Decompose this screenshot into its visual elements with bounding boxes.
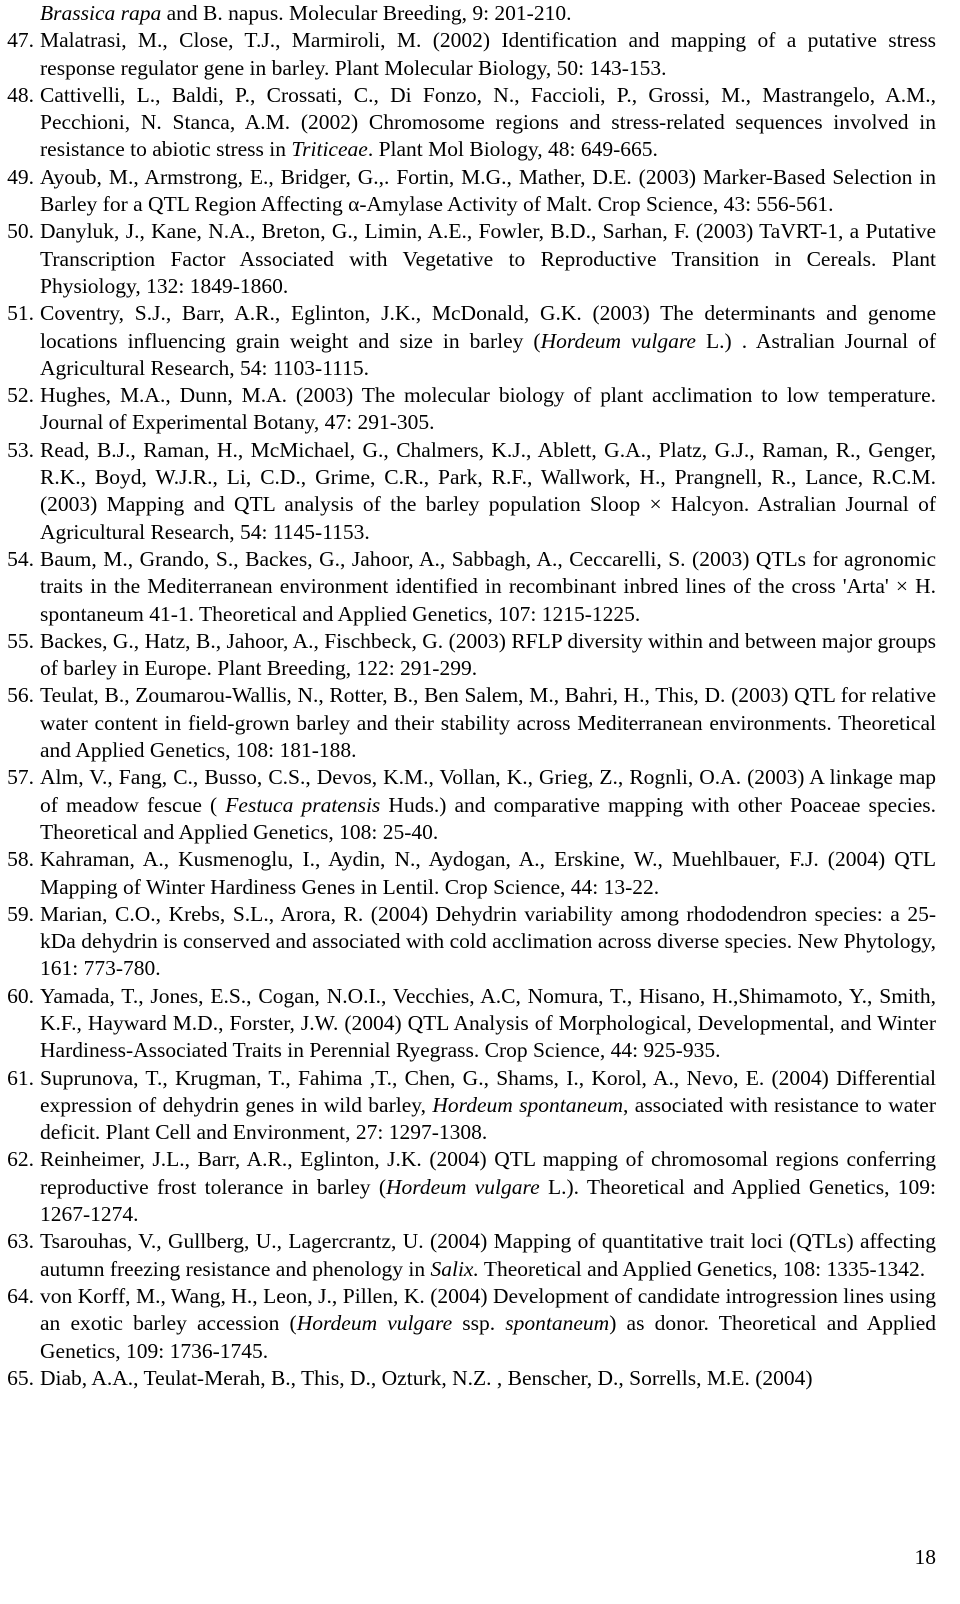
italic-species-name: Hordeum vulgare: [386, 1174, 540, 1199]
italic-species-name: Hordeum spontaneum: [432, 1092, 624, 1117]
reference-text-segment: Diab, A.A., Teulat-Merah, B., This, D., Ozturk, N.Z. , Benscher, D., Sorrells, M.E. (2004): [40, 1365, 813, 1390]
reference-entry: 50. Danyluk, J., Kane, N.A., Breton, G., Limin, A.E., Fowler, B.D., Sarhan, F. (2003) TaVRT-1, a Putative Transcription Factor Associated with Vegetative to Reproductive Transition in Cereals. Plant Physiology, 132: 1849-1860.: [40, 218, 936, 300]
reference-text-segment: , associated with resistance to water deficit. Plant Cell and Environment, 27: 1297-1308.: [40, 1092, 936, 1145]
reference-entry: 57. Alm, V., Fang, C., Busso, C.S., Devos, K.M., Vollan, K., Grieg, Z., Rognli, O.A. (2003) A linkage map of meadow fescue ( Festuca pratensis Huds.) and comparative mapping with other Poaceae species. Theoretical and Applied Genetics, 108: 25-40.: [40, 764, 936, 846]
reference-entry: 56. Teulat, B., Zoumarou-Wallis, N., Rotter, B., Ben Salem, M., Bahri, H., This, D. (2003) QTL for relative water content in field-grown barley and their stability across Mediterranean environments. Theoretical and Applied Genetics, 108: 181-188.: [40, 682, 936, 764]
reference-text-segment: Danyluk, J., Kane, N.A., Breton, G., Limin, A.E., Fowler, B.D., Sarhan, F. (2003) TaVRT-1, a Putative Transcription Factor Associated with Vegetative to Reproductive Transition in Cereals. Plant Physiology, 132: 1849-1860.: [40, 219, 936, 298]
reference-text-segment: Yamada, T., Jones, E.S., Cogan, N.O.I., Vecchies, A.C, Nomura, T., Hisano, H.,Shimamoto, Y., Smith, K.F., Hayward M.D., Forster, J.W. (2004) QTL Analysis of Morphological, Developmental, and Winter Hardiness-Associated Traits in Perennial Ryegrass. Crop Science, 44: 925-935.: [40, 983, 936, 1063]
reference-text-segment: Tsarouhas, V., Gullberg, U., Lagercrantz, U. (2004) Mapping of quantitative trait loci (QTLs) affecting autumn freezing resistance and phenology in: [40, 1229, 936, 1281]
reference-entry: 63. Tsarouhas, V., Gullberg, U., Lagercrantz, U. (2004) Mapping of quantitative trait loci (QTLs) affecting autumn freezing resistance and phenology in Salix. Theoretical and Applied Genetics, 108: 1335-1342.: [40, 1228, 936, 1283]
reference-text: [40, 1146, 936, 1228]
reference-entry: 60. Yamada, T., Jones, E.S., Cogan, N.O.I., Vecchies, A.C, Nomura, T., Hisano, H.,Shimamoto, Y., Smith, K.F., Hayward M.D., Forster, J.W. (2004) QTL Analysis of Morphological, Developmental, and Winter Hardiness-Associated Traits in Perennial Ryegrass. Crop Science, 44: 925-935.: [40, 983, 936, 1065]
reference-text-segment: Reinheimer, J.L., Barr, A.R., Eglinton, J.K. (2004) QTL mapping of chromosomal regions conferring reproductive frost tolerance in barley (: [40, 1147, 936, 1199]
reference-text-segment: Hughes, M.A., Dunn, M.A. (2003) The molecular biology of plant acclimation to low temperature. Journal of Experimental Botany, 47: 291-305.: [40, 383, 936, 435]
reference-list: [7, 0, 937, 1392]
reference-text: [40, 437, 936, 546]
reference-text-segment: L.) . Astralian Journal of Agricultural Research, 54: 1103-1115.: [40, 328, 937, 380]
reference-text: [40, 0, 936, 27]
reference-entry: 48. Cattivelli, L., Baldi, P., Crossati, C., Di Fonzo, N., Faccioli, P., Grossi, M., Mastrangelo, A.M., Pecchioni, N. Stanca, A.M. (2002) Chromosome regions and stress-related sequences involved in resistance to abiotic stress in Triticeae. Plant Mol Biology, 48: 649-665.: [40, 82, 936, 164]
reference-entry: 59. Marian, C.O., Krebs, S.L., Arora, R. (2004) Dehydrin variability among rhododendron species: a 25-kDa dehydrin is conserved and associated with cold acclimation across diverse species. New Phytology, 161: 773-780.: [40, 901, 936, 983]
reference-text-segment: Marian, C.O., Krebs, S.L., Arora, R. (2004) Dehydrin variability among rhododendron species: a 25-kDa dehydrin is conserved and associated with cold acclimation across diverse species. New Phytology, 161: 773-780.: [40, 901, 936, 981]
reference-entry: 47. Malatrasi, M., Close, T.J., Marmiroli, M. (2002) Identification and mapping of a putative stress response regulator gene in barley. Plant Molecular Biology, 50: 143-153.: [40, 27, 936, 82]
reference-text-segment: Huds.) and comparative mapping with other Poaceae species. Theoretical and Applied Genetics, 108: 25-40.: [40, 792, 936, 844]
reference-text-segment: L.). Theoretical and Applied Genetics, 109: 1267-1274.: [40, 1174, 936, 1227]
reference-text: [40, 218, 936, 300]
italic-species-name: Festuca pratensis: [225, 792, 381, 817]
reference-text-segment: and B. napus. Molecular Breeding, 9: 201-210.: [161, 1, 572, 25]
reference-text-segment: Teulat, B., Zoumarou-Wallis, N., Rotter, B., Ben Salem, M., Bahri, H., This, D. (2003) QTL for relative water content in field-grown barley and their stability across Mediterranean environments. Theoretical and Applied Genetics, 108: 181-188.: [40, 683, 936, 763]
reference-text: [40, 846, 936, 901]
reference-entry: 51. Coventry, S.J., Barr, A.R., Eglinton, J.K., McDonald, G.K. (2003) The determinants and genome locations influencing grain weight and size in barley (Hordeum vulgare L.) . Astralian Journal of Agricultural Research, 54: 1103-1115.: [40, 300, 936, 382]
reference-text-segment: ) as donor. Theoretical and Applied Genetics, 109: 1736-1745.: [40, 1311, 936, 1363]
reference-entry: 61. Suprunova, T., Krugman, T., Fahima ,T., Chen, G., Shams, I., Korol, A., Nevo, E. (2004) Differential expression of dehydrin genes in wild barley, Hordeum spontaneum, associated with resistance to water deficit. Plant Cell and Environment, 27: 1297-1308.: [40, 1065, 936, 1147]
reference-text: [40, 628, 936, 683]
reference-text: [40, 82, 936, 164]
reference-entry: 49. Ayoub, M., Armstrong, E., Bridger, G.,. Fortin, M.G., Mather, D.E. (2003) Marker-Based Selection in Barley for a QTL Region Affecting α-Amylase Activity of Malt. Crop Science, 43: 556-561.: [40, 164, 936, 219]
reference-text: [40, 1065, 936, 1147]
reference-text: [40, 382, 936, 437]
reference-text: [40, 546, 936, 628]
reference-text-segment: Ayoub, M., Armstrong, E., Bridger, G.,. Fortin, M.G., Mather, D.E. (2003) Marker-Based Selection in Barley for a QTL Region Affecting α-Amylase Activity of Malt. Crop Science, 43: 556-561.: [40, 164, 936, 217]
italic-species-name: Hordeum vulgare: [540, 328, 696, 353]
reference-text: [40, 1365, 936, 1392]
reference-entry: [40, 0, 936, 27]
italic-species-name: Brassica rapa: [40, 1, 162, 25]
reference-text-segment: Suprunova, T., Krugman, T., Fahima ,T., Chen, G., Shams, I., Korol, A., Nevo, E. (2004) Differential expression of dehydrin genes in wild barley,: [40, 1065, 936, 1117]
reference-text-segment: Baum, M., Grando, S., Backes, G., Jahoor, A., Sabbagh, A., Ceccarelli, S. (2003) QTLs for agronomic traits in the Mediterranean environment identified in recombinant inbred lines of the cross 'Arta' × H. spontaneum 41-1. Theoretical and Applied Genetics, 107: 1215-1225.: [40, 546, 936, 626]
reference-text: [40, 27, 936, 82]
reference-text-segment: Theoretical and Applied Genetics, 108: 1335-1342.: [478, 1256, 926, 1281]
reference-text-segment: . Plant Mol Biology, 48: 649-665.: [367, 137, 658, 162]
reference-text-segment: Alm, V., Fang, C., Busso, C.S., Devos, K.M., Vollan, K., Grieg, Z., Rognli, O.A. (2003) A linkage map of meadow fescue (: [40, 765, 936, 817]
reference-text-segment: Cattivelli, L., Baldi, P., Crossati, C., Di Fonzo, N., Faccioli, P., Grossi, M., Mastrangelo, A.M., Pecchioni, N. Stanca, A.M. (2002) Chromosome regions and stress-related sequences involved in resistance to abiotic stress in: [40, 82, 936, 162]
italic-species-name: Salix.: [430, 1256, 479, 1281]
reference-text: [40, 682, 936, 764]
reference-text: [40, 300, 936, 382]
italic-species-name: spontaneum: [505, 1311, 610, 1336]
reference-entry: 55. Backes, G., Hatz, B., Jahoor, A., Fischbeck, G. (2003) RFLP diversity within and between major groups of barley in Europe. Plant Breeding, 122: 291-299.: [40, 628, 936, 683]
reference-entry: 53. Read, B.J., Raman, H., McMichael, G., Chalmers, K.J., Ablett, G.A., Platz, G.J., Raman, R., Genger, R.K., Boyd, W.J.R., Li, C.D., Grime, C.R., Park, R.F., Wallwork, H., Prangnell, R., Lance, R.C.M. (2003) Mapping and QTL analysis of the barley population Sloop × Halcyon. Astralian Journal of Agricultural Research, 54: 1145-1153.: [40, 437, 936, 546]
page-number: 18: [914, 1545, 936, 1569]
reference-text: [40, 764, 936, 846]
reference-text-segment: Kahraman, A., Kusmenoglu, I., Aydin, N., Aydogan, A., Erskine, W., Muehlbauer, F.J. (2004) QTL Mapping of Winter Hardiness Genes in Lentil. Crop Science, 44: 13-22.: [40, 847, 936, 899]
reference-text-segment: Coventry, S.J., Barr, A.R., Eglinton, J.K., McDonald, G.K. (2003) The determinants and genome locations influencing grain weight and size in barley (: [40, 301, 936, 353]
reference-text-segment: von Korff, M., Wang, H., Leon, J., Pillen, K. (2004) Development of candidate introgression lines using an exotic barley accession (: [40, 1283, 936, 1336]
italic-species-name: Hordeum vulgare: [296, 1311, 453, 1336]
reference-text-segment: ssp.: [452, 1311, 506, 1336]
reference-text-segment: Backes, G., Hatz, B., Jahoor, A., Fischbeck, G. (2003) RFLP diversity within and between major groups of barley in Europe. Plant Breeding, 122: 291-299.: [40, 628, 936, 681]
reference-entry: 62. Reinheimer, J.L., Barr, A.R., Eglinton, J.K. (2004) QTL mapping of chromosomal regions conferring reproductive frost tolerance in barley (Hordeum vulgare L.). Theoretical and Applied Genetics, 109: 1267-1274.: [40, 1146, 936, 1228]
reference-text-segment: Malatrasi, M., Close, T.J., Marmiroli, M. (2002) Identification and mapping of a putative stress response regulator gene in barley. Plant Molecular Biology, 50: 143-153.: [40, 28, 936, 80]
reference-text: [40, 1283, 936, 1365]
italic-species-name: Triticeae: [291, 137, 368, 162]
reference-text: [40, 983, 936, 1065]
reference-text-segment: Read, B.J., Raman, H., McMichael, G., Chalmers, K.J., Ablett, G.A., Platz, G.J., Raman, R., Genger, R.K., Boyd, W.J.R., Li, C.D., Grime, C.R., Park, R.F., Wallwork, H., Prangnell, R., Lance, R.C.M. (2003) Mapping and QTL analysis of the barley population Sloop × Halcyon. Astralian Journal of Agricultural Research, 54: 1145-1153.: [40, 437, 936, 544]
reference-entry: 54. Baum, M., Grando, S., Backes, G., Jahoor, A., Sabbagh, A., Ceccarelli, S. (2003) QTLs for agronomic traits in the Mediterranean environment identified in recombinant inbred lines of the cross 'Arta' × H. spontaneum 41-1. Theoretical and Applied Genetics, 107: 1215-1225.: [40, 546, 936, 628]
reference-text: [40, 901, 936, 983]
reference-entry: 52. Hughes, M.A., Dunn, M.A. (2003) The molecular biology of plant acclimation to low temperature. Journal of Experimental Botany, 47: 291-305.: [40, 382, 936, 437]
reference-text: [40, 164, 936, 219]
reference-entry: 58. Kahraman, A., Kusmenoglu, I., Aydin, N., Aydogan, A., Erskine, W., Muehlbauer, F.J. (2004) QTL Mapping of Winter Hardiness Genes in Lentil. Crop Science, 44: 13-22.: [40, 846, 936, 901]
reference-entry: 65. Diab, A.A., Teulat-Merah, B., This, D., Ozturk, N.Z. , Benscher, D., Sorrells, M.E. (2004): [40, 1365, 936, 1392]
reference-text: [40, 1228, 936, 1283]
reference-entry: 64. von Korff, M., Wang, H., Leon, J., Pillen, K. (2004) Development of candidate introgression lines using an exotic barley accession (Hordeum vulgare ssp. spontaneum) as donor. Theoretical and Applied Genetics, 109: 1736-1745.: [40, 1283, 936, 1365]
